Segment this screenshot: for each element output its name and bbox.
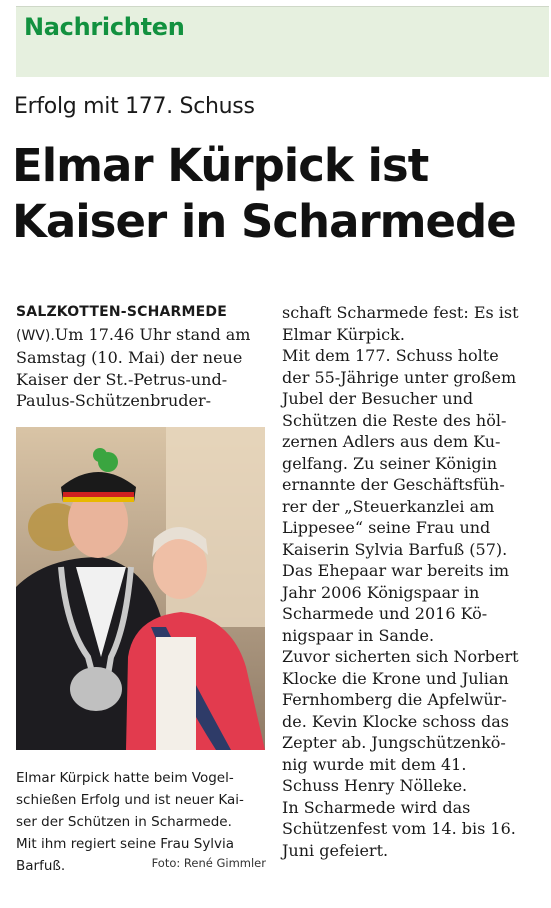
body-line: Jubel der Besucher und bbox=[282, 389, 474, 408]
body-line: Schuss Henry Nölleke. bbox=[282, 776, 468, 795]
headline-line: Elmar Kürpick ist bbox=[12, 139, 429, 192]
body-line: schaft Scharmede fest: Es ist bbox=[282, 303, 519, 322]
caption-line: Elmar Kürpick hatte beim Vogel- bbox=[16, 770, 234, 786]
body-line: Kaiserin Sylvia Barfuß (57). bbox=[282, 539, 508, 559]
body-line: zernen Adlers aus dem Ku- bbox=[282, 432, 501, 451]
body-line: In Scharmede wird das bbox=[282, 797, 471, 817]
body-line: Paulus-Schützenbruder- bbox=[16, 391, 212, 410]
body-line: Scharmede und 2016 Kö- bbox=[282, 604, 488, 623]
body-line: Samstag (10. Mai) der neue bbox=[16, 348, 243, 367]
body-line: ernannte der Geschäftsfüh- bbox=[282, 475, 505, 494]
body-line: Klocke die Krone und Julian bbox=[282, 668, 509, 688]
body-line: Das Ehepaar war bereits im bbox=[282, 561, 510, 580]
caption-line: ser der Schützen in Scharmede. bbox=[16, 814, 232, 830]
body-line: Zepter ab. Jungschützenkö- bbox=[282, 733, 506, 752]
body-line: Kaiser der St.-Petrus-und- bbox=[16, 369, 228, 389]
article-column-left bbox=[16, 302, 270, 412]
body-line: de. Kevin Klocke schoss das bbox=[282, 711, 509, 731]
agency-tag: (WV). bbox=[16, 327, 55, 344]
body-line: Lippesee“ seine Frau und bbox=[282, 518, 491, 537]
body-line: gelfang. Zu seiner Königin bbox=[282, 453, 498, 473]
body-line: Schützen die Reste des höl- bbox=[282, 410, 507, 430]
caption-line: schießen Erfolg und ist neuer Kai- bbox=[16, 792, 244, 808]
body-line: Mit dem 177. Schuss holte bbox=[282, 346, 499, 365]
body-line: der 55-Jährige unter großem bbox=[282, 367, 517, 387]
body-line: nigspaar in Sande. bbox=[282, 625, 435, 645]
body-line: Schützenfest vom 14. bis 16. bbox=[282, 819, 516, 838]
caption-line: Mit ihm regiert seine Frau Sylvia bbox=[16, 836, 235, 852]
body-line: Fernhomberg die Apfelwür- bbox=[282, 690, 507, 709]
body-line: Zuvor sicherten sich Norbert bbox=[282, 647, 519, 666]
body-line: Elmar Kürpick. bbox=[282, 324, 405, 344]
photo-credit: Foto: René Gimmler bbox=[151, 856, 266, 870]
body-line: rer der „Steuerkanzlei am bbox=[282, 496, 495, 516]
article-photo bbox=[16, 427, 265, 750]
article-kicker: Erfolg mit 177. Schuss bbox=[14, 94, 255, 119]
body-line: Jahr 2006 Königspaar in bbox=[282, 582, 480, 602]
dateline: SALZKOTTEN-SCHARMEDE bbox=[16, 304, 227, 320]
body-line: nig wurde mit dem 41. bbox=[282, 754, 467, 774]
article-headline bbox=[12, 138, 542, 250]
headline-line: Kaiser in Scharmede bbox=[12, 195, 516, 248]
article-column-right bbox=[282, 302, 546, 861]
section-title: Nachrichten bbox=[24, 13, 185, 41]
caption-line: Barfuß. bbox=[16, 858, 66, 874]
body-line: Juni gefeiert. bbox=[282, 840, 389, 860]
body-line: Um 17.46 Uhr stand am bbox=[54, 324, 251, 344]
section-header bbox=[16, 6, 549, 77]
